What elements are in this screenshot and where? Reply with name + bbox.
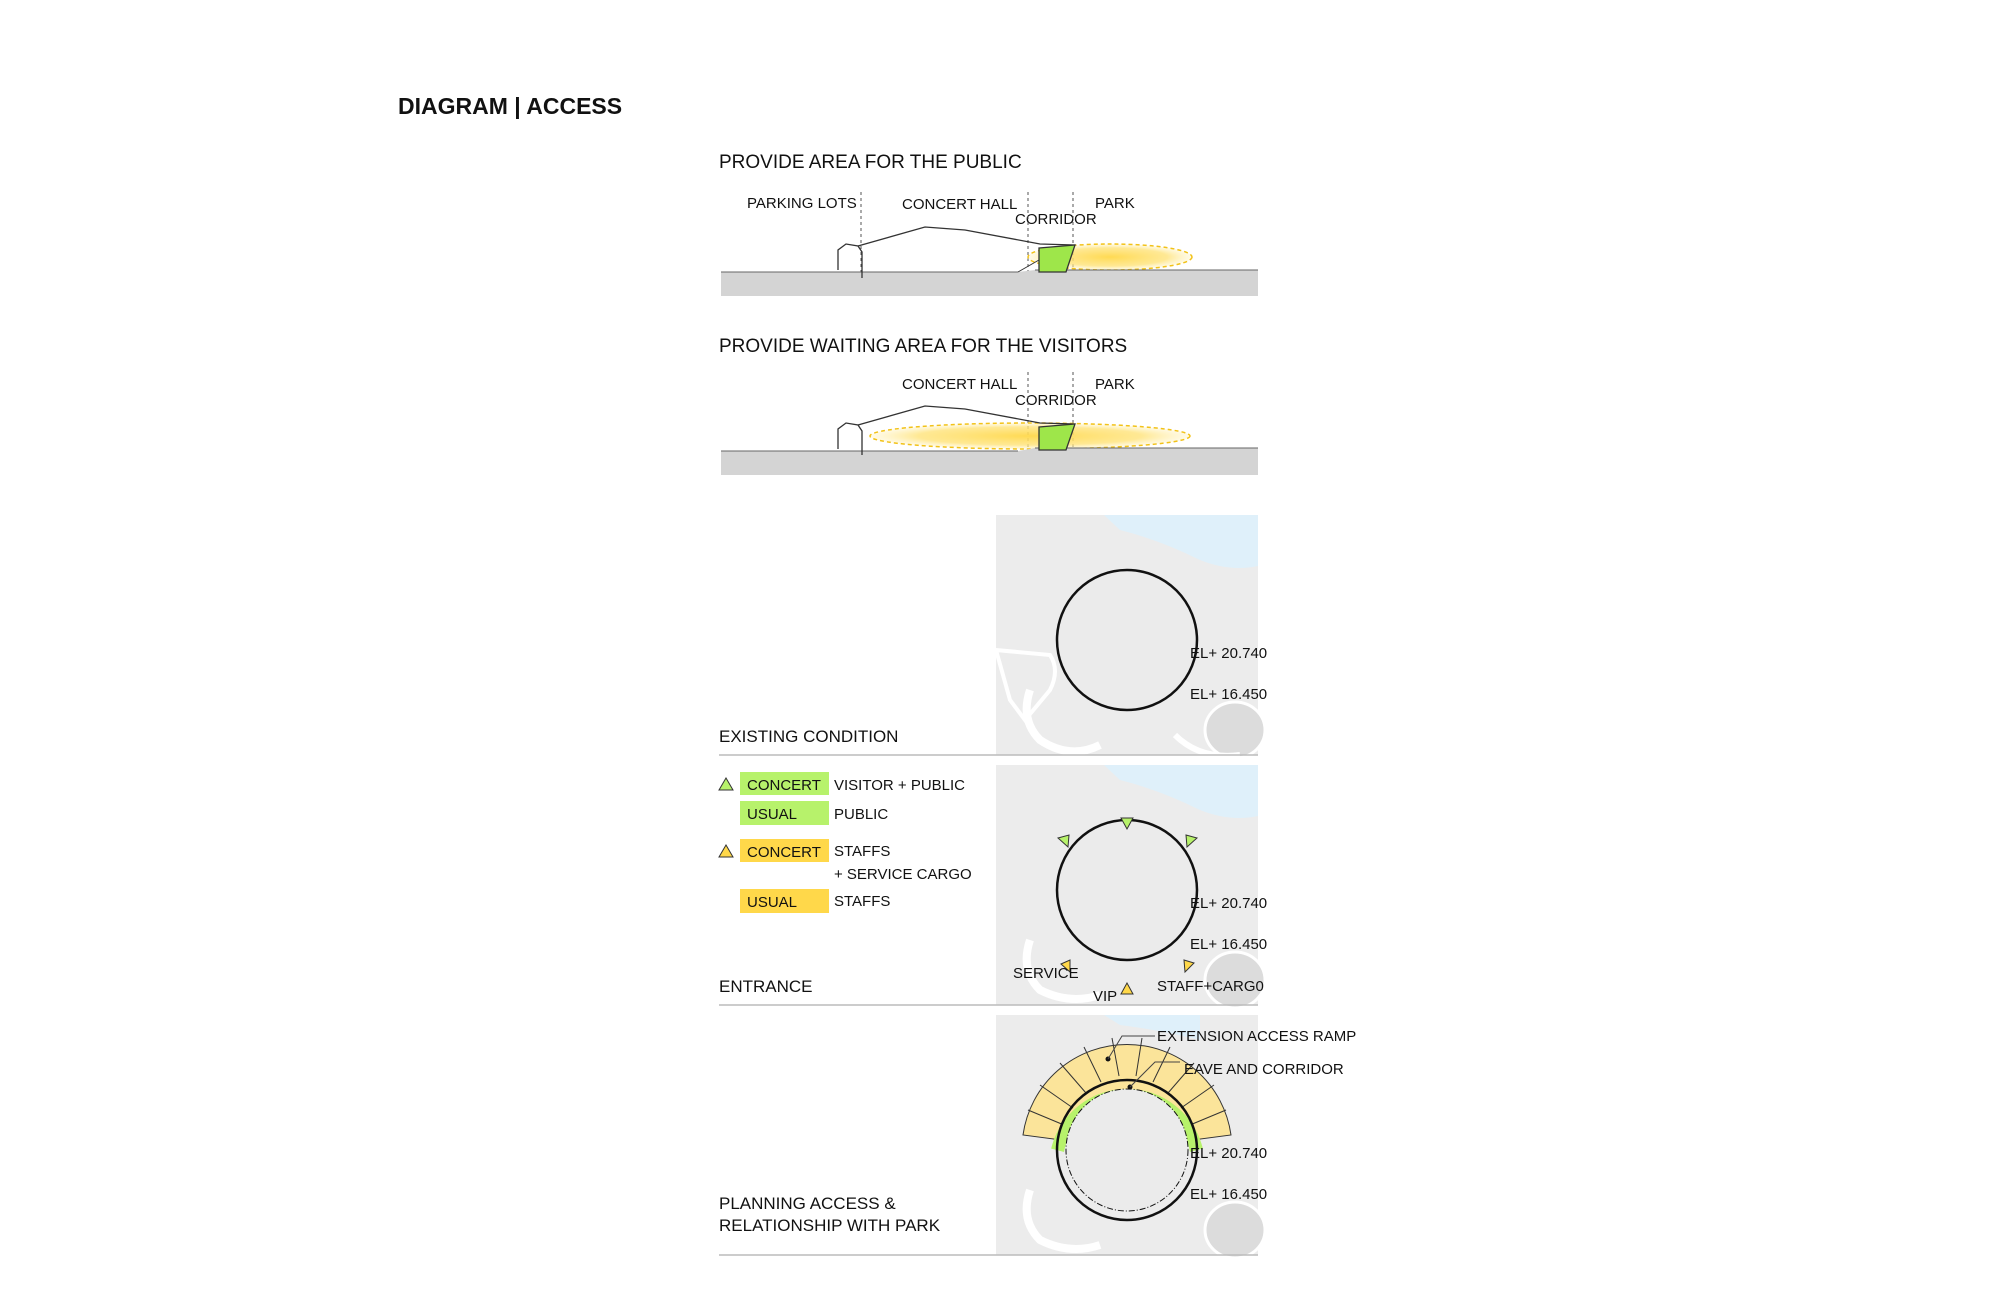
legend [719, 772, 972, 913]
label-corridor: CORRIDOR [1015, 392, 1097, 409]
building-circle [1057, 820, 1197, 960]
plan-planning-access [719, 1015, 1356, 1258]
legend-desc2: + SERVICE CARGO [834, 866, 972, 883]
elevation-lower: EL+ 16.450 [1190, 936, 1268, 953]
label-parking-lots: PARKING LOTS [747, 195, 857, 212]
label-corridor: CORRIDOR [1015, 211, 1097, 228]
legend-desc: STAFFS [834, 893, 891, 910]
elevation-upper: EL+ 20.740 [1190, 1145, 1268, 1162]
legend-tag: USUAL [747, 894, 798, 911]
ground-section [721, 448, 1258, 475]
section1-heading: PROVIDE AREA FOR THE PUBLIC [719, 152, 1022, 173]
section2-heading: PROVIDE WAITING AREA FOR THE VISITORS [719, 336, 1128, 357]
ground-section [721, 270, 1258, 296]
label-concert-hall: CONCERT HALL [902, 376, 1018, 393]
label-park: PARK [1095, 376, 1135, 393]
green-triangle-icon [719, 778, 733, 790]
legend-desc: STAFFS [834, 843, 891, 860]
legend-desc: PUBLIC [834, 806, 889, 823]
yellow-triangle-icon [719, 845, 733, 857]
marker-staff-cargo: STAFF+CARG0 [1157, 978, 1264, 995]
legend-tag: CONCERT [747, 844, 821, 861]
label-park: PARK [1095, 195, 1135, 212]
plan-caption-line2: RELATIONSHIP WITH PARK [719, 1216, 941, 1235]
plan-caption: EXISTING CONDITION [719, 727, 899, 746]
legend-tag: CONCERT [747, 777, 821, 794]
hall-wall [838, 423, 862, 455]
hall-roof [858, 227, 1075, 246]
inner-circle [1066, 1089, 1188, 1211]
label-concert-hall: CONCERT HALL [902, 196, 1018, 213]
section-public-area [719, 152, 1258, 296]
page-title: DIAGRAM | ACCESS [398, 93, 623, 119]
legend-desc: VISITOR + PUBLIC [834, 777, 966, 794]
elevation-upper: EL+ 20.740 [1190, 645, 1268, 662]
plan-caption: ENTRANCE [719, 977, 813, 996]
marker-service: SERVICE [1013, 965, 1079, 982]
callout-eave-corridor: EAVE AND CORRIDOR [1184, 1061, 1344, 1078]
plan-caption-line1: PLANNING ACCESS & [719, 1194, 896, 1213]
legend-tag: USUAL [747, 806, 798, 823]
plan-existing-condition [719, 515, 1267, 758]
elevation-lower: EL+ 16.450 [1190, 1186, 1268, 1203]
section-waiting-area [719, 336, 1258, 475]
marker-vip: VIP [1093, 988, 1118, 1005]
waiting-area-highlight [870, 423, 1190, 449]
elevation-upper: EL+ 20.740 [1190, 895, 1268, 912]
callout-extension-ramp: EXTENSION ACCESS RAMP [1157, 1028, 1357, 1045]
building-circle [1057, 570, 1197, 710]
elevation-lower: EL+ 16.450 [1190, 686, 1268, 703]
